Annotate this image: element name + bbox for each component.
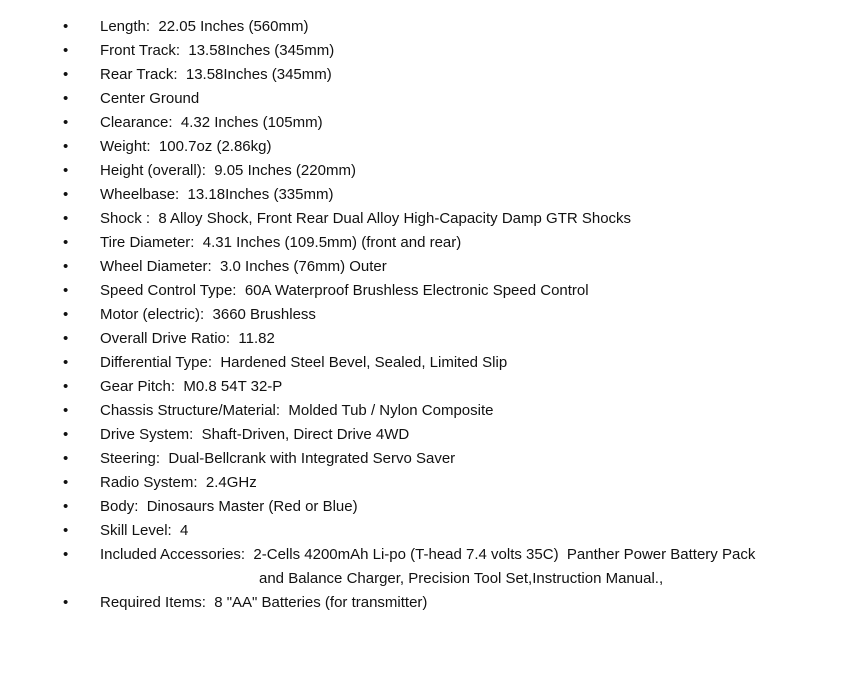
spec-text: Height (overall): 9.05 Inches (220mm) — [100, 162, 356, 179]
bullet-icon: • — [63, 90, 69, 107]
bullet-icon: • — [63, 426, 69, 443]
spec-drive-ratio — [0, 327, 862, 351]
bullet-icon: • — [63, 450, 69, 467]
spec-body — [0, 495, 862, 519]
spec-center-ground — [0, 87, 862, 111]
bullet-icon: • — [63, 498, 69, 515]
spec-motor — [0, 303, 862, 327]
spec-text: Shock : 8 Alloy Shock, Front Rear Dual Alloy High-Capacity Damp GTR Shocks — [100, 210, 632, 227]
spec-radio-system — [0, 471, 862, 495]
spec-steering — [0, 447, 862, 471]
bullet-icon: • — [63, 42, 69, 59]
bullet-icon: • — [63, 18, 69, 35]
spec-skill-level — [0, 519, 862, 543]
spec-text: Differential Type: Hardened Steel Bevel, Sealed, Limited Slip — [100, 354, 508, 371]
bullet-icon: • — [63, 354, 69, 371]
spec-text: Weight: 100.7oz (2.86kg) — [100, 138, 272, 155]
spec-tire-diameter — [0, 231, 862, 255]
spec-speed-control — [0, 279, 862, 303]
bullet-icon: • — [63, 210, 69, 227]
bullet-icon: • — [63, 594, 69, 611]
spec-text: Skill Level: 4 — [100, 522, 189, 539]
spec-gear-pitch — [0, 375, 862, 399]
spec-text: Wheel Diameter: 3.0 Inches (76mm) Outer — [100, 258, 387, 275]
bullet-icon: • — [63, 330, 69, 347]
bullet-icon: • — [63, 522, 69, 539]
bullet-icon: • — [63, 474, 69, 491]
spec-front-track — [0, 39, 862, 63]
spec-text: Gear Pitch: M0.8 54T 32-P — [100, 378, 283, 395]
bullet-icon: • — [63, 138, 69, 155]
spec-text: Rear Track: 13.58Inches (345mm) — [100, 66, 332, 83]
spec-required-items — [0, 591, 862, 615]
bullet-icon: • — [63, 114, 69, 131]
spec-text: Included Accessories: 2-Cells 4200mAh Li-po (T-head 7.4 volts 35C) Panther Power Battery Pack — [100, 546, 756, 563]
spec-length — [0, 15, 862, 39]
spec-text: Speed Control Type: 60A Waterproof Brushless Electronic Speed Control — [100, 282, 589, 299]
bullet-icon: • — [63, 258, 69, 275]
spec-height — [0, 159, 862, 183]
bullet-icon: • — [63, 306, 69, 323]
spec-list — [0, 15, 862, 615]
spec-shock — [0, 207, 862, 231]
spec-text: Steering: Dual-Bellcrank with Integrated Servo Saver — [100, 450, 456, 467]
spec-text: Motor (electric): 3660 Brushless — [100, 306, 316, 323]
spec-text: Radio System: 2.4GHz — [100, 474, 257, 491]
spec-drive-system — [0, 423, 862, 447]
spec-weight — [0, 135, 862, 159]
spec-text: Wheelbase: 13.18Inches (335mm) — [100, 186, 334, 203]
spec-chassis — [0, 399, 862, 423]
spec-text: Center Ground — [100, 90, 200, 107]
spec-differential — [0, 351, 862, 375]
spec-text: Overall Drive Ratio: 11.82 — [100, 330, 275, 347]
spec-included-accessories — [0, 543, 862, 591]
bullet-icon: • — [63, 66, 69, 83]
bullet-icon: • — [63, 402, 69, 419]
bullet-icon: • — [63, 546, 69, 563]
spec-text: Clearance: 4.32 Inches (105mm) — [100, 114, 323, 131]
bullet-icon: • — [63, 234, 69, 251]
spec-text: Length: 22.05 Inches (560mm) — [100, 18, 309, 35]
spec-text: Drive System: Shaft-Driven, Direct Drive 4WD — [100, 426, 410, 443]
bullet-icon: • — [63, 186, 69, 203]
spec-text: Body: Dinosaurs Master (Red or Blue) — [100, 498, 358, 515]
spec-text: Front Track: 13.58Inches (345mm) — [100, 42, 335, 59]
spec-text: Chassis Structure/Material: Molded Tub / Nylon Composite — [100, 402, 494, 419]
spec-clearance — [0, 111, 862, 135]
spec-wheel-diameter — [0, 255, 862, 279]
bullet-icon: • — [63, 162, 69, 179]
spec-text: Tire Diameter: 4.31 Inches (109.5mm) (front and rear) — [100, 234, 462, 251]
spec-text: Required Items: 8 "AA" Batteries (for transmitter) — [100, 594, 428, 611]
bullet-icon: • — [63, 378, 69, 395]
spec-rear-track — [0, 63, 862, 87]
bullet-icon: • — [63, 282, 69, 299]
spec-text-continuation: and Balance Charger, Precision Tool Set,Instruction Manual., — [259, 570, 664, 587]
spec-wheelbase — [0, 183, 862, 207]
